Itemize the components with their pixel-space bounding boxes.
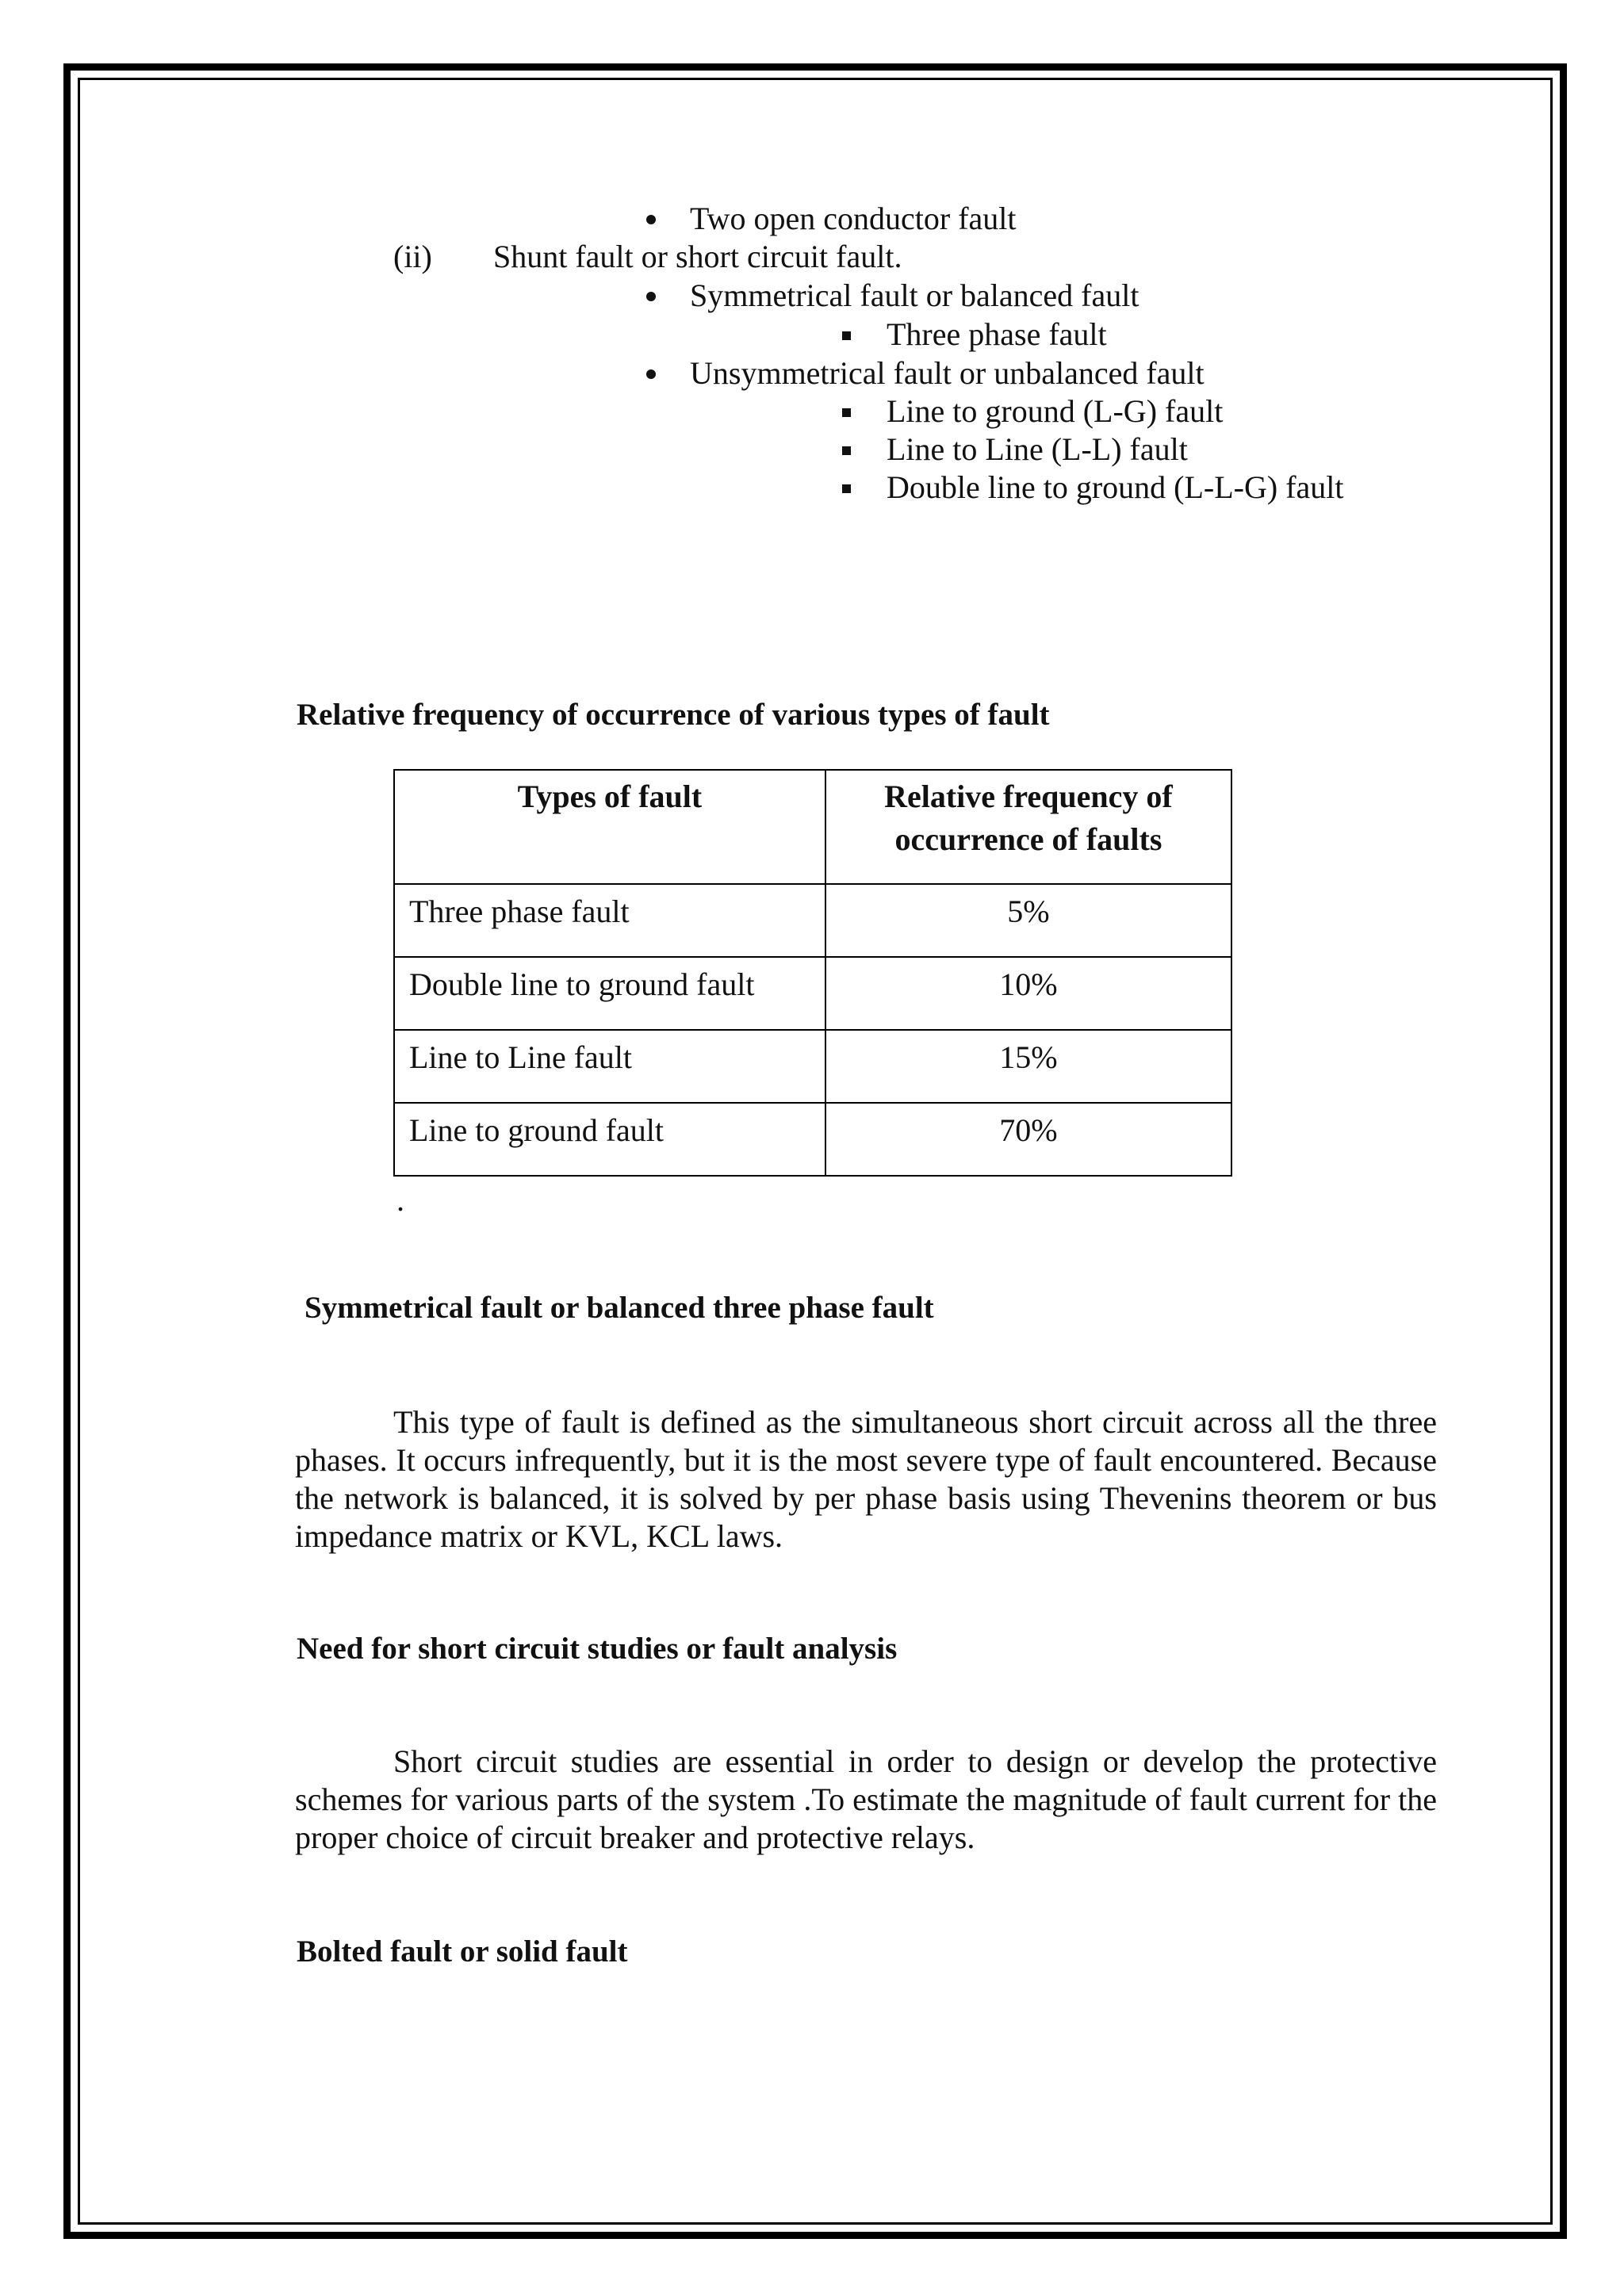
column-header-frequency-line2: occurrence of faults xyxy=(894,821,1162,857)
three-phase-fault-item: Three phase fault xyxy=(887,316,1107,352)
fault-type-cell: Line to Line fault xyxy=(394,1030,825,1103)
column-header-type: Types of fault xyxy=(394,770,825,884)
symmetrical-paragraph xyxy=(295,1403,1437,1556)
need-paragraph-text: Short circuit studies are essential in order to design or develop the protective schemes for various parts of the system .To estimate the magnitude of fault current for the proper choice of circuit breaker and protective relays. xyxy=(295,1743,1437,1855)
table-row xyxy=(394,957,1231,1030)
shunt-numeral: (ii) xyxy=(393,239,432,274)
llg-fault-item: Double line to ground (L-L-G) fault xyxy=(887,469,1344,505)
table-row xyxy=(394,884,1231,957)
symmetrical-paragraph-text: This type of fault is defined as the simultaneous short circuit across all the three phases. It occurs infrequently, but it is the most severe type of fault encountered. Because the network is balanced, it is solved by per phase basis using Thevenins theorem or bus impedance matrix or KVL, KCL laws. xyxy=(295,1404,1437,1554)
column-header-frequency xyxy=(825,770,1231,884)
column-header-frequency-line1: Relative frequency of xyxy=(884,779,1173,814)
fault-type-cell: Three phase fault xyxy=(394,884,825,957)
bolted-heading: Bolted fault or solid fault xyxy=(297,1934,628,1969)
bullet-square-icon xyxy=(842,408,851,417)
frequency-heading: Relative frequency of occurrence of various types of fault xyxy=(297,698,1050,732)
fault-frequency-table xyxy=(393,769,1232,1177)
fault-type-cell: Line to ground fault xyxy=(394,1103,825,1176)
bullet-dot-icon xyxy=(646,369,656,379)
trailing-dot: . xyxy=(396,1182,404,1218)
need-paragraph xyxy=(295,1743,1437,1857)
bullet-square-icon xyxy=(842,484,851,493)
table-row xyxy=(394,1103,1231,1176)
frequency-cell: 15% xyxy=(825,1030,1231,1103)
need-heading: Need for short circuit studies or fault analysis xyxy=(297,1632,898,1666)
frequency-cell: 10% xyxy=(825,957,1231,1030)
lg-fault-item: Line to ground (L-G) fault xyxy=(887,393,1224,429)
table-row xyxy=(394,1030,1231,1103)
series-fault-item: Two open conductor fault xyxy=(690,201,1017,236)
symmetrical-heading: Symmetrical fault or balanced three phase fault xyxy=(304,1291,934,1325)
bullet-square-icon xyxy=(842,446,851,455)
frequency-cell: 70% xyxy=(825,1103,1231,1176)
fault-type-cell: Double line to ground fault xyxy=(394,957,825,1030)
bullet-dot-icon xyxy=(646,215,656,224)
bullet-dot-icon xyxy=(646,292,656,301)
frequency-cell: 5% xyxy=(825,884,1231,957)
shunt-fault-label: Shunt fault or short circuit fault. xyxy=(493,239,902,274)
ll-fault-item: Line to Line (L-L) fault xyxy=(887,431,1188,467)
unsymmetrical-fault-item: Unsymmetrical fault or unbalanced fault xyxy=(690,355,1205,391)
symmetrical-fault-item: Symmetrical fault or balanced fault xyxy=(690,277,1139,313)
table-header-row xyxy=(394,770,1231,884)
bullet-square-icon xyxy=(842,331,851,340)
